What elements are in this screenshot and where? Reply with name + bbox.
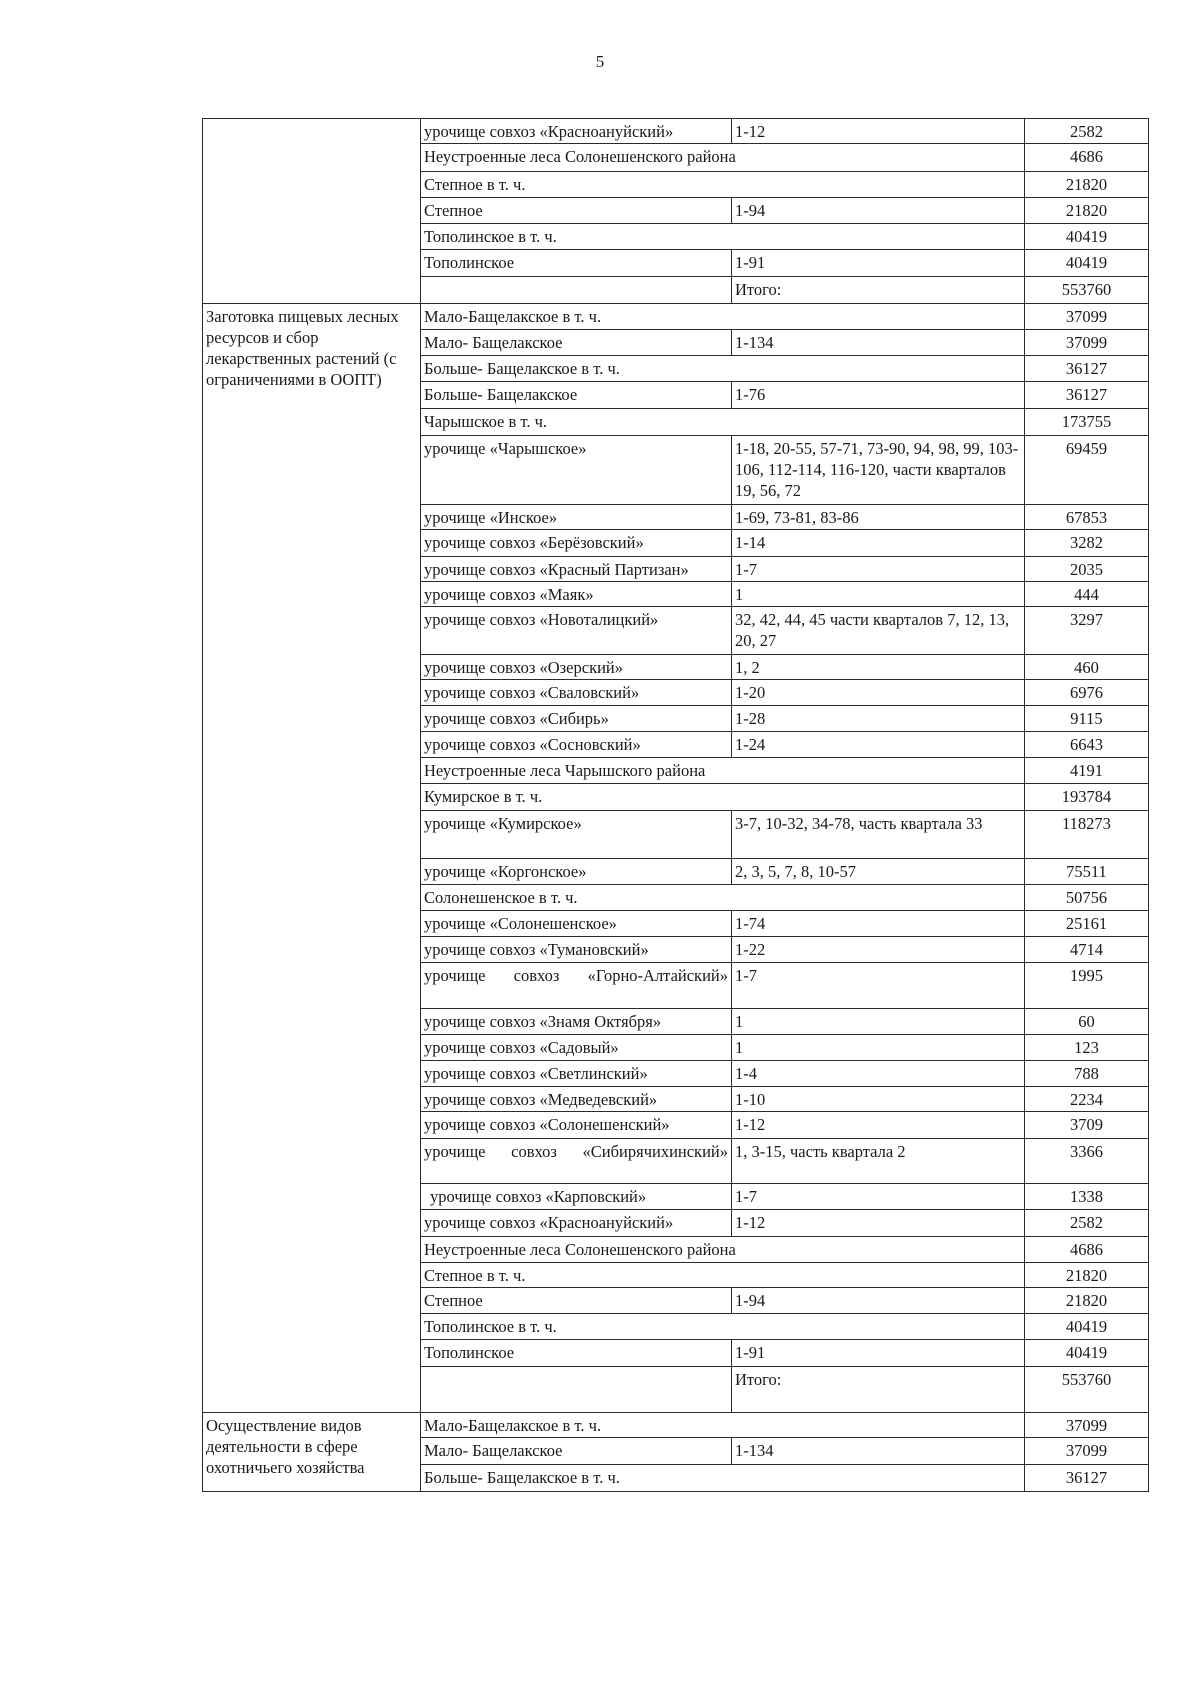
area-cell: 460 bbox=[1025, 655, 1149, 680]
tract-name-cell: урочище совхоз «Сибирь» bbox=[421, 706, 732, 732]
blocks-cell: 1-7 bbox=[732, 557, 1025, 582]
forestry-name-cell: Солонешенское в т. ч. bbox=[421, 885, 1025, 911]
blocks-cell: 1-28 bbox=[732, 706, 1025, 732]
blocks-cell: 1-94 bbox=[732, 198, 1025, 224]
blocks-cell: 1-18, 20-55, 57-71, 73-90, 94, 98, 99, 103-106, 112-114, 116-120, части кварталов 19, 56, 72 bbox=[732, 436, 1025, 505]
tract-name-cell: урочище совхоз «Солонешенский» bbox=[421, 1112, 732, 1139]
area-cell: 3709 bbox=[1025, 1112, 1149, 1139]
area-cell: 123 bbox=[1025, 1035, 1149, 1061]
forestry-name-cell: Степное в т. ч. bbox=[421, 1263, 1025, 1288]
blocks-cell: 1 bbox=[732, 582, 1025, 607]
tract-name-cell: урочище «Кумирское» bbox=[421, 811, 732, 859]
forestry-name-cell: Неустроенные леса Чарышского района bbox=[421, 758, 1025, 784]
tract-name-cell: Тополинское bbox=[421, 250, 732, 277]
tract-name-cell: Тополинское bbox=[421, 1340, 732, 1367]
activity-cell: Заготовка пищевых лесных ресурсов и сбор лекарственных растений (с ограничениями в ООПТ) bbox=[203, 304, 421, 1413]
empty-name-cell bbox=[421, 277, 732, 304]
tract-name-cell: урочище совхоз «Озерский» bbox=[421, 655, 732, 680]
activity-cell: Осуществление видов деятельности в сфере охотничьего хозяйства bbox=[203, 1413, 421, 1492]
blocks-cell: 1, 2 bbox=[732, 655, 1025, 680]
forestry-name-cell: Больше- Бащелакское в т. ч. bbox=[421, 356, 1025, 382]
area-cell: 36127 bbox=[1025, 356, 1149, 382]
forest-use-table bbox=[202, 118, 1149, 1492]
blocks-cell: 1-20 bbox=[732, 680, 1025, 706]
area-cell: 21820 bbox=[1025, 198, 1149, 224]
area-cell: 788 bbox=[1025, 1061, 1149, 1087]
tract-name-cell: урочище совхоз «Сваловский» bbox=[421, 680, 732, 706]
blocks-cell: 1-76 bbox=[732, 382, 1025, 409]
blocks-cell: 1 bbox=[732, 1009, 1025, 1035]
blocks-cell: 1-91 bbox=[732, 250, 1025, 277]
blocks-cell: 1-94 bbox=[732, 1288, 1025, 1314]
tract-name-cell: Больше- Бащелакское bbox=[421, 382, 732, 409]
total-label-cell: Итого: bbox=[732, 1367, 1025, 1413]
area-cell: 37099 bbox=[1025, 330, 1149, 356]
blocks-cell: 3-7, 10-32, 34-78, часть квартала 33 bbox=[732, 811, 1025, 859]
area-cell: 2582 bbox=[1025, 119, 1149, 144]
area-cell: 75511 bbox=[1025, 859, 1149, 885]
total-area-cell: 553760 bbox=[1025, 1367, 1149, 1413]
blocks-cell: 1-12 bbox=[732, 119, 1025, 144]
area-cell: 37099 bbox=[1025, 304, 1149, 330]
blocks-cell: 1-134 bbox=[732, 1438, 1025, 1465]
area-cell: 21820 bbox=[1025, 172, 1149, 198]
area-cell: 37099 bbox=[1025, 1413, 1149, 1438]
area-cell: 21820 bbox=[1025, 1263, 1149, 1288]
area-cell: 37099 bbox=[1025, 1438, 1149, 1465]
tract-name-cell: урочище совхоз «Медведевский» bbox=[421, 1087, 732, 1112]
blocks-cell: 1-24 bbox=[732, 732, 1025, 758]
area-cell: 40419 bbox=[1025, 1340, 1149, 1367]
tract-name-cell: урочище совхоз «Знамя Октября» bbox=[421, 1009, 732, 1035]
area-cell: 6976 bbox=[1025, 680, 1149, 706]
tract-name-cell: урочище совхоз «Красноануйский» bbox=[421, 1210, 732, 1237]
blocks-cell: 1-91 bbox=[732, 1340, 1025, 1367]
area-cell: 1995 bbox=[1025, 963, 1149, 1009]
total-label-cell: Итого: bbox=[732, 277, 1025, 304]
tract-name-cell: Степное bbox=[421, 1288, 732, 1314]
tract-name-cell: урочище совхоз «Маяк» bbox=[421, 582, 732, 607]
area-cell: 4191 bbox=[1025, 758, 1149, 784]
area-cell: 67853 bbox=[1025, 505, 1149, 530]
tract-name-cell: урочище совхоз «Светлинский» bbox=[421, 1061, 732, 1087]
tract-name-cell: урочище «Инское» bbox=[421, 505, 732, 530]
forestry-name-cell: Больше- Бащелакское в т. ч. bbox=[421, 1465, 1025, 1492]
area-cell: 4714 bbox=[1025, 937, 1149, 963]
blocks-cell: 2, 3, 5, 7, 8, 10-57 bbox=[732, 859, 1025, 885]
area-cell: 3366 bbox=[1025, 1139, 1149, 1184]
area-cell: 1338 bbox=[1025, 1184, 1149, 1210]
blocks-cell: 1-4 bbox=[732, 1061, 1025, 1087]
area-cell: 9115 bbox=[1025, 706, 1149, 732]
tract-name-cell: урочище «Коргонское» bbox=[421, 859, 732, 885]
activity-cell bbox=[203, 119, 421, 304]
tract-name-cell: урочище совхоз «Красноануйский» bbox=[421, 119, 732, 144]
area-cell: 36127 bbox=[1025, 382, 1149, 409]
tract-name-cell: урочище совхоз «Красный Партизан» bbox=[421, 557, 732, 582]
area-cell: 4686 bbox=[1025, 1237, 1149, 1263]
tract-name-cell: Мало- Бащелакское bbox=[421, 1438, 732, 1465]
forestry-name-cell: Тополинское в т. ч. bbox=[421, 224, 1025, 250]
area-cell: 3282 bbox=[1025, 530, 1149, 557]
blocks-cell: 1-7 bbox=[732, 1184, 1025, 1210]
tract-name-cell: урочище «Солонешенское» bbox=[421, 911, 732, 937]
forestry-name-cell: Тополинское в т. ч. bbox=[421, 1314, 1025, 1340]
blocks-cell: 1-7 bbox=[732, 963, 1025, 1009]
area-cell: 40419 bbox=[1025, 250, 1149, 277]
area-cell: 2582 bbox=[1025, 1210, 1149, 1237]
area-cell: 21820 bbox=[1025, 1288, 1149, 1314]
forestry-name-cell: Неустроенные леса Солонешенского района bbox=[421, 144, 1025, 172]
area-cell: 193784 bbox=[1025, 784, 1149, 811]
page-number: 5 bbox=[595, 52, 605, 71]
tract-name-cell: урочище совхоз «Садовый» bbox=[421, 1035, 732, 1061]
area-cell: 40419 bbox=[1025, 224, 1149, 250]
tract-name-cell: урочище совхоз «Карповский» bbox=[421, 1184, 732, 1210]
blocks-cell: 1-10 bbox=[732, 1087, 1025, 1112]
total-area-cell: 553760 bbox=[1025, 277, 1149, 304]
area-cell: 118273 bbox=[1025, 811, 1149, 859]
area-cell: 50756 bbox=[1025, 885, 1149, 911]
tract-name-cell: урочище «Чарышское» bbox=[421, 436, 732, 505]
area-cell: 60 bbox=[1025, 1009, 1149, 1035]
tract-name-cell: урочище совхоз «Горно-Алтайский» bbox=[421, 963, 732, 1009]
blocks-cell: 32, 42, 44, 45 части кварталов 7, 12, 13, 20, 27 bbox=[732, 607, 1025, 655]
area-cell: 2234 bbox=[1025, 1087, 1149, 1112]
area-cell: 25161 bbox=[1025, 911, 1149, 937]
table-row bbox=[203, 1413, 1149, 1438]
blocks-cell: 1-134 bbox=[732, 330, 1025, 356]
forestry-name-cell: Чарышское в т. ч. bbox=[421, 409, 1025, 436]
area-cell: 69459 bbox=[1025, 436, 1149, 505]
forestry-name-cell: Кумирское в т. ч. bbox=[421, 784, 1025, 811]
forestry-name-cell: Неустроенные леса Солонешенского района bbox=[421, 1237, 1025, 1263]
tract-name-cell: Степное bbox=[421, 198, 732, 224]
table-row bbox=[203, 119, 1149, 144]
tract-name-cell: урочище совхоз «Берёзовский» bbox=[421, 530, 732, 557]
blocks-cell: 1, 3-15, часть квартала 2 bbox=[732, 1139, 1025, 1184]
blocks-cell: 1-74 bbox=[732, 911, 1025, 937]
forestry-name-cell: Мало-Бащелакское в т. ч. bbox=[421, 1413, 1025, 1438]
forestry-name-cell: Степное в т. ч. bbox=[421, 172, 1025, 198]
tract-name-cell: урочище совхоз «Новоталицкий» bbox=[421, 607, 732, 655]
forestry-name-cell: Мало-Бащелакское в т. ч. bbox=[421, 304, 1025, 330]
area-cell: 2035 bbox=[1025, 557, 1149, 582]
area-cell: 36127 bbox=[1025, 1465, 1149, 1492]
area-cell: 4686 bbox=[1025, 144, 1149, 172]
blocks-cell: 1-12 bbox=[732, 1210, 1025, 1237]
area-cell: 3297 bbox=[1025, 607, 1149, 655]
area-cell: 173755 bbox=[1025, 409, 1149, 436]
tract-name-cell: Мало- Бащелакское bbox=[421, 330, 732, 356]
blocks-cell: 1-22 bbox=[732, 937, 1025, 963]
table-row bbox=[203, 304, 1149, 330]
blocks-cell: 1-69, 73-81, 83-86 bbox=[732, 505, 1025, 530]
blocks-cell: 1-12 bbox=[732, 1112, 1025, 1139]
tract-name-cell: урочище совхоз «Сибирячихинский» bbox=[421, 1139, 732, 1184]
area-cell: 40419 bbox=[1025, 1314, 1149, 1340]
blocks-cell: 1-14 bbox=[732, 530, 1025, 557]
area-cell: 444 bbox=[1025, 582, 1149, 607]
tract-name-cell: урочище совхоз «Тумановский» bbox=[421, 937, 732, 963]
tract-name-cell: урочище совхоз «Сосновский» bbox=[421, 732, 732, 758]
area-cell: 6643 bbox=[1025, 732, 1149, 758]
blocks-cell: 1 bbox=[732, 1035, 1025, 1061]
empty-name-cell bbox=[421, 1367, 732, 1413]
